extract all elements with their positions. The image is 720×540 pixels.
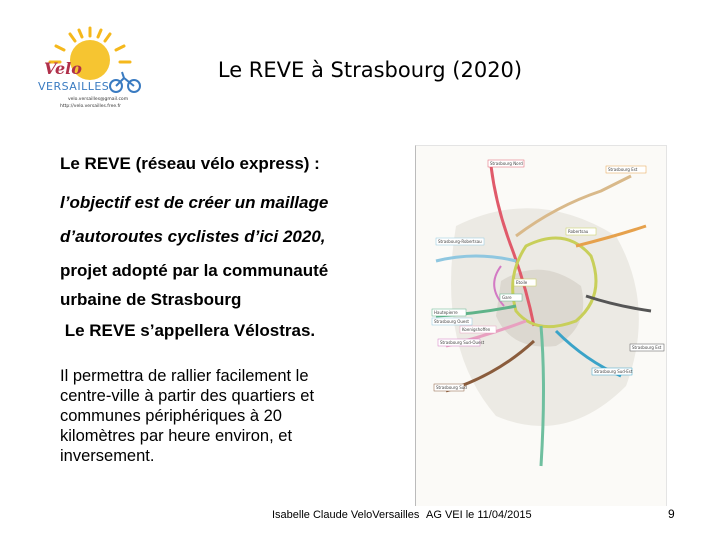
intro-line-3: d’autoroutes cyclistes d’ici 2020, — [60, 227, 326, 246]
footer-meeting: AG VEI le 11/04/2015 — [426, 509, 532, 521]
reve-network-map — [415, 145, 667, 506]
slide-title: Le REVE à Strasbourg (2020) — [217, 58, 523, 82]
svg-text:Velo: Velo — [44, 59, 82, 78]
page-number: 9 — [668, 507, 675, 521]
intro-line-2: l’objectif est de créer un maillage — [60, 193, 329, 212]
map-label-5: Etoile — [516, 280, 528, 285]
map-label-10: Strasbourg Sud-Ouest — [440, 340, 485, 345]
footer-author: Isabelle Claude VeloVersailles — [272, 509, 420, 521]
map-label-1: Strasbourg Nord — [490, 161, 523, 166]
map-label-7: Hautepierre — [434, 310, 458, 315]
map-graphic — [416, 146, 666, 506]
intro-line-6: Le REVE s’appellera Vélostras. — [60, 321, 316, 340]
map-label-13: Strasbourg Sud — [436, 385, 467, 390]
svg-text:velo.versailles@gmail.com: velo.versailles@gmail.com — [68, 97, 129, 102]
map-label-2: Strasbourg Est — [608, 167, 638, 172]
intro-line-4: projet adopté par la communauté — [60, 261, 329, 280]
velo-versailles-logo — [34, 24, 146, 114]
map-label-11: Strasbourg Est — [632, 345, 662, 350]
bicycle-icon — [110, 72, 140, 92]
map-label-8: Strasbourg Ouest — [434, 319, 469, 324]
map-label-3: Strasbourg-Robertsau — [438, 239, 482, 244]
map-label-9: Koenigshoffen — [462, 327, 491, 332]
svg-text:VERSAILLES: VERSAILLES — [38, 80, 110, 93]
svg-text:http://velo.versailles.free.fr: http://velo.versailles.free.fr — [60, 104, 121, 109]
map-label-6: Gare — [502, 295, 512, 300]
intro-line-5: urbaine de Strasbourg — [60, 290, 242, 309]
map-label-12: Strasbourg Sud-Est — [594, 369, 633, 374]
description-paragraph: Il permettra de rallier facilement le centre-ville à partir des quartiers et communes périphériques à 20 kilomètres par heure environ, et inversement. — [60, 367, 315, 465]
intro-line-1: Le REVE (réseau vélo express) : — [60, 154, 320, 173]
logo-graphic — [34, 24, 146, 114]
map-label-4: Robertsau — [568, 229, 589, 234]
